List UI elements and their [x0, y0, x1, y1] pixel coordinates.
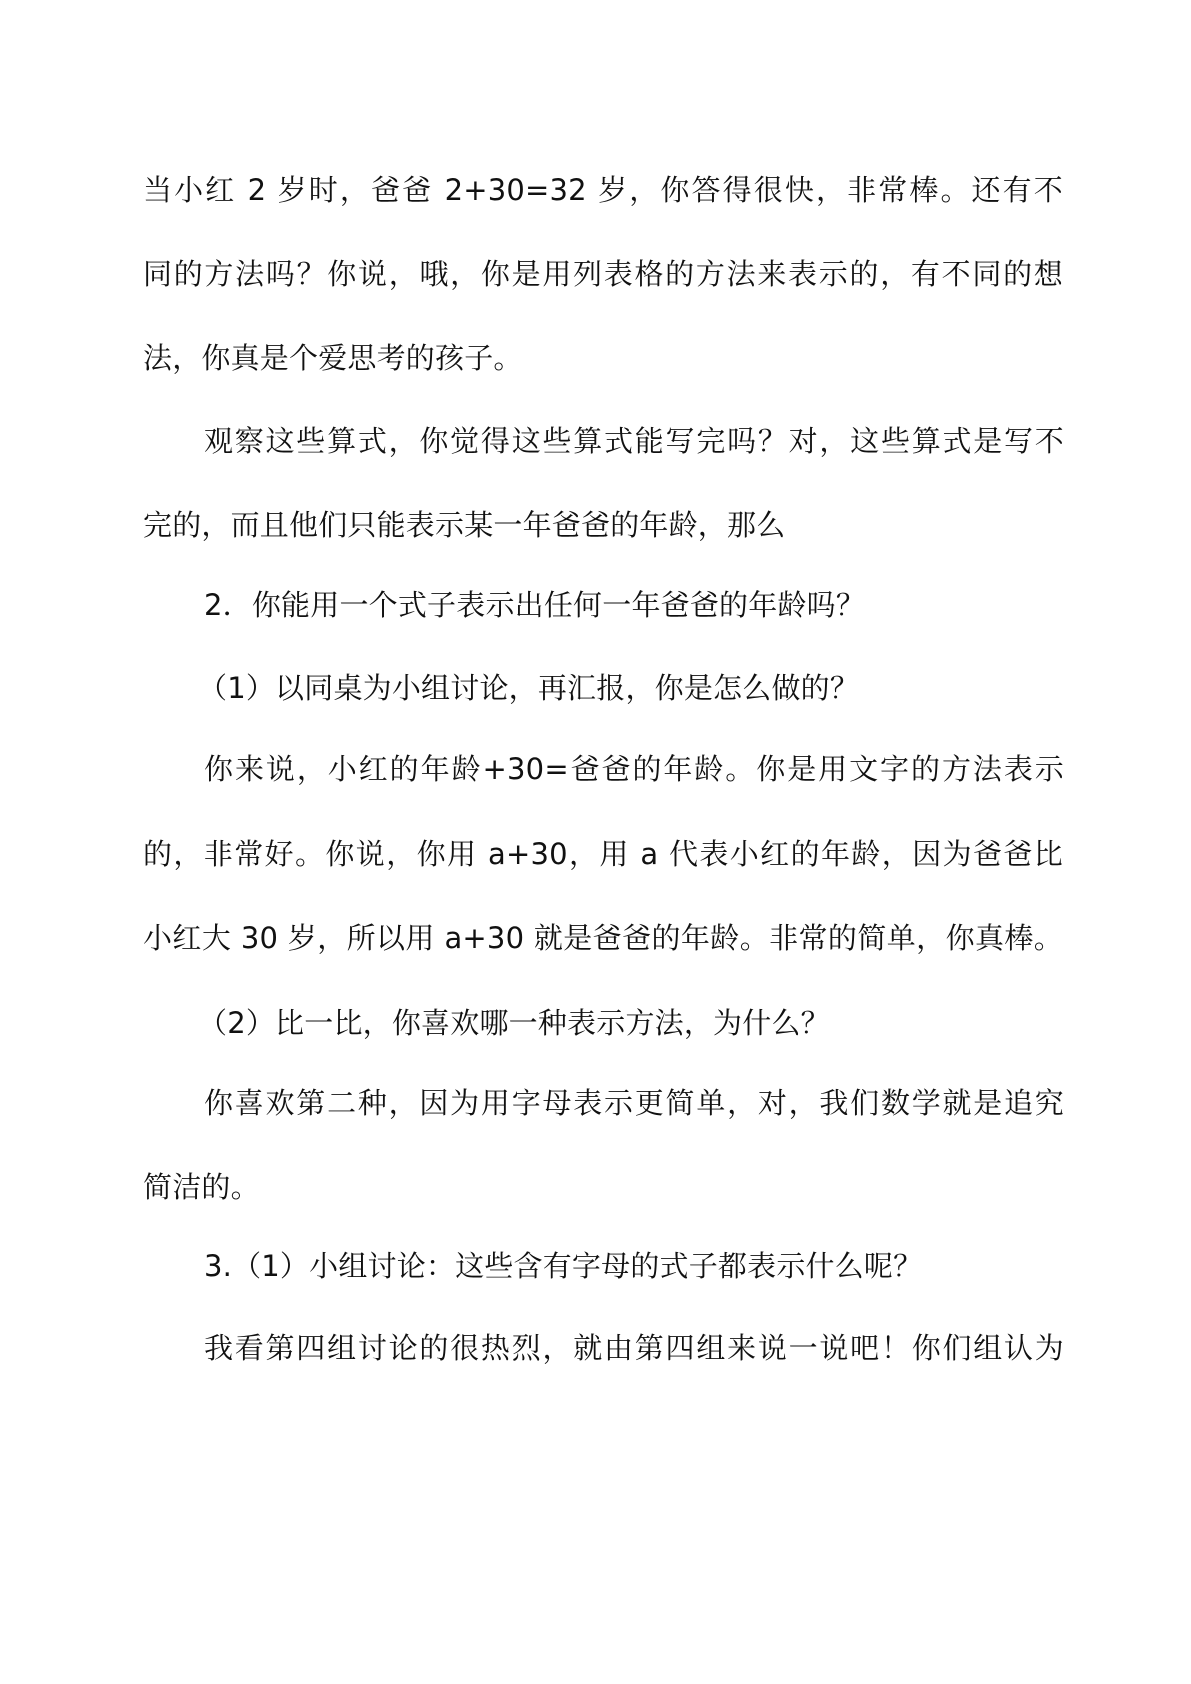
paragraph-line: 的，非常好。你说，你用 a+30，用 a 代表小红的年龄，因为爸爸比 — [143, 837, 1063, 871]
paragraph-line: 小红大 30 岁，所以用 a+30 就是爸爸的年龄。非常的简单，你真棒。 — [143, 921, 1063, 955]
paragraph-line: （2）比一比，你喜欢哪一种表示方法，为什么？ — [198, 1006, 830, 1040]
paragraph-line: 2．你能用一个式子表示出任何一年爸爸的年龄吗？ — [204, 588, 866, 622]
paragraph-line: 观察这些算式，你觉得这些算式能写完吗？对，这些算式是写不 — [204, 424, 1064, 458]
paragraph-line: 法，你真是个爱思考的孩子。 — [143, 341, 523, 375]
paragraph-line: 3.（1）小组讨论：这些含有字母的式子都表示什么呢？ — [204, 1249, 923, 1283]
paragraph-line: 你来说，小红的年龄+30=爸爸的年龄。你是用文字的方法表示 — [204, 752, 1064, 786]
paragraph-line: （1）以同桌为小组讨论，再汇报，你是怎么做的？ — [198, 671, 860, 705]
paragraph-line: 我看第四组讨论的很热烈，就由第四组来说一说吧！你们组认为 — [204, 1331, 1064, 1365]
paragraph-line: 完的，而且他们只能表示某一年爸爸的年龄，那么 — [143, 508, 786, 542]
paragraph-line: 你喜欢第二种，因为用字母表示更简单，对，我们数学就是追究 — [204, 1086, 1064, 1120]
paragraph-line: 当小红 2 岁时，爸爸 2+30=32 岁，你答得很快，非常棒。还有不 — [143, 173, 1063, 207]
paragraph-line: 同的方法吗？你说，哦，你是用列表格的方法来表示的，有不同的想 — [143, 257, 1063, 291]
paragraph-line: 简洁的。 — [143, 1170, 260, 1204]
